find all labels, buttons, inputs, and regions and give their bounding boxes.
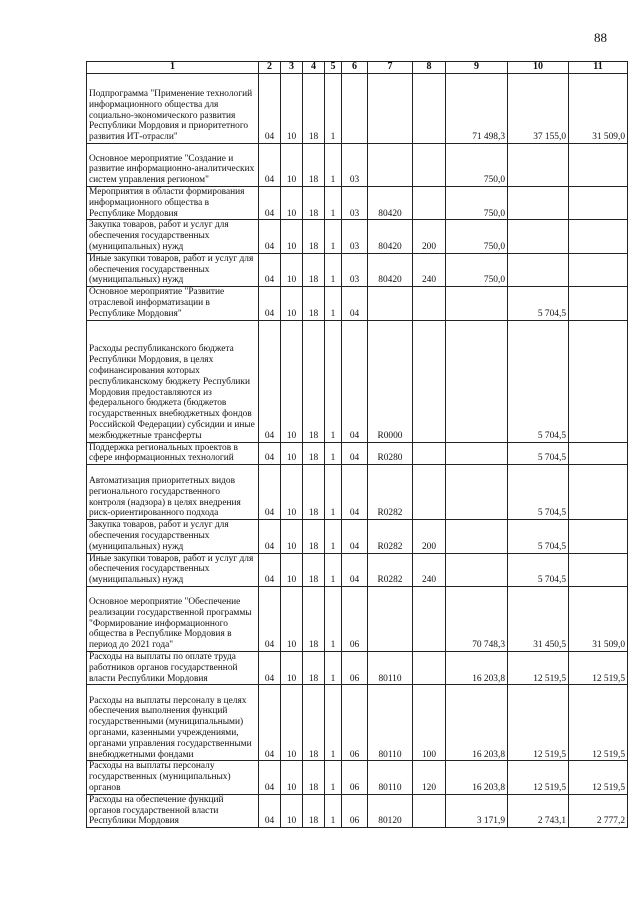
cell-col-3: 10	[281, 74, 303, 144]
row-name: Расходы на обеспечение функций органов государственной власти Республики Мордовия	[89, 794, 224, 827]
table-row	[87, 287, 628, 320]
cell-col-2: 04	[259, 144, 281, 187]
row-name-cell	[87, 651, 259, 684]
cell-col-10	[508, 187, 569, 220]
cell-col-11	[569, 520, 628, 553]
row-name-cell	[87, 74, 259, 144]
cell-col-7: 80420	[368, 220, 413, 253]
row-name-cell	[87, 761, 259, 794]
cell-col-9	[446, 442, 508, 465]
cell-col-11	[569, 187, 628, 220]
table-row	[87, 586, 628, 651]
cell-col-8: 200	[413, 220, 446, 253]
cell-col-6: 04	[342, 287, 368, 320]
cell-col-2: 04	[259, 287, 281, 320]
row-name-cell	[87, 320, 259, 442]
cell-col-3: 10	[281, 465, 303, 520]
cell-col-3: 10	[281, 685, 303, 761]
row-name: Расходы на выплаты персоналу государственных (муниципальных) органов	[89, 761, 231, 793]
row-name-cell	[87, 220, 259, 253]
cell-col-8: 200	[413, 520, 446, 553]
cell-col-5: 1	[325, 144, 342, 187]
cell-col-8: 100	[413, 685, 446, 761]
table-row	[87, 442, 628, 465]
table-row	[87, 520, 628, 553]
cell-col-6: 03	[342, 187, 368, 220]
table-row	[87, 220, 628, 253]
cell-col-5: 1	[325, 553, 342, 586]
cell-col-3: 10	[281, 553, 303, 586]
row-name: Поддержка региональных проектов в сфере информационных технологий	[89, 442, 238, 464]
cell-col-10: 5 704,5	[508, 442, 569, 465]
row-name: Основное мероприятие "Обеспечение реализации государственной программы "Формирование информационного общества в Республике Мордовия в период до 2021 года"	[89, 596, 252, 651]
table-row	[87, 761, 628, 794]
cell-col-3: 10	[281, 144, 303, 187]
row-name: Иные закупки товаров, работ и услуг для обеспечения государственных (муниципальных) нужд	[89, 253, 254, 286]
cell-col-7: 80110	[368, 651, 413, 684]
row-name-cell	[87, 520, 259, 553]
cell-col-10	[508, 144, 569, 187]
table-row	[87, 320, 628, 442]
cell-col-6: 03	[342, 220, 368, 253]
cell-col-7: R0000	[368, 320, 413, 442]
cell-col-2: 04	[259, 651, 281, 684]
cell-col-7: R0282	[368, 520, 413, 553]
table-row	[87, 685, 628, 761]
cell-col-4: 18	[303, 553, 325, 586]
cell-col-9: 16 203,8	[446, 685, 508, 761]
cell-col-2: 04	[259, 794, 281, 827]
cell-col-3: 10	[281, 287, 303, 320]
cell-col-5: 1	[325, 586, 342, 651]
cell-col-8	[413, 794, 446, 827]
cell-col-7	[368, 586, 413, 651]
cell-col-4: 18	[303, 794, 325, 827]
cell-col-3: 10	[281, 761, 303, 794]
cell-col-6: 04	[342, 520, 368, 553]
cell-col-3: 10	[281, 320, 303, 442]
row-name-cell	[87, 553, 259, 586]
cell-col-4: 18	[303, 761, 325, 794]
cell-col-4: 18	[303, 520, 325, 553]
cell-col-7	[368, 287, 413, 320]
cell-col-11	[569, 220, 628, 253]
cell-col-2: 04	[259, 520, 281, 553]
cell-col-4: 18	[303, 187, 325, 220]
cell-col-10	[508, 253, 569, 286]
cell-col-8	[413, 287, 446, 320]
cell-col-3: 10	[281, 220, 303, 253]
cell-col-10: 2 743,1	[508, 794, 569, 827]
cell-col-3: 10	[281, 253, 303, 286]
cell-col-11: 31 509,0	[569, 74, 628, 144]
cell-col-7: 80420	[368, 187, 413, 220]
col-header-9: 9	[446, 62, 508, 74]
cell-col-4: 18	[303, 320, 325, 442]
cell-col-6: 04	[342, 553, 368, 586]
cell-col-7: R0280	[368, 442, 413, 465]
cell-col-7: 80420	[368, 253, 413, 286]
cell-col-10	[508, 220, 569, 253]
row-name-cell	[87, 144, 259, 187]
cell-col-8	[413, 187, 446, 220]
cell-col-10: 5 704,5	[508, 465, 569, 520]
cell-col-2: 04	[259, 74, 281, 144]
cell-col-6: 03	[342, 253, 368, 286]
cell-col-4: 18	[303, 220, 325, 253]
row-name: Основное мероприятие "Развитие отраслевой информатизации в Республике Мордовия"	[89, 287, 225, 319]
cell-col-5: 1	[325, 794, 342, 827]
cell-col-7: R0282	[368, 553, 413, 586]
cell-col-6: 06	[342, 761, 368, 794]
table-row	[87, 74, 628, 144]
cell-col-10: 31 450,5	[508, 586, 569, 651]
row-name: Автоматизация приоритетных видов регионального государственного контроля (надзора) в целях внедрения риск-ориентированного подхода	[89, 475, 241, 519]
cell-col-9: 750,0	[446, 220, 508, 253]
cell-col-3: 10	[281, 520, 303, 553]
row-name-cell	[87, 794, 259, 827]
cell-col-4: 18	[303, 442, 325, 465]
row-name-cell	[87, 442, 259, 465]
cell-col-5: 1	[325, 761, 342, 794]
cell-col-7: R0282	[368, 465, 413, 520]
cell-col-6: 06	[342, 586, 368, 651]
cell-col-9: 70 748,3	[446, 586, 508, 651]
cell-col-2: 04	[259, 320, 281, 442]
cell-col-4: 18	[303, 287, 325, 320]
cell-col-9: 71 498,3	[446, 74, 508, 144]
col-header-8: 8	[413, 62, 446, 74]
cell-col-6	[342, 74, 368, 144]
cell-col-5: 1	[325, 220, 342, 253]
cell-col-5: 1	[325, 685, 342, 761]
col-header-11: 11	[569, 62, 628, 74]
cell-col-2: 04	[259, 761, 281, 794]
cell-col-6: 03	[342, 144, 368, 187]
cell-col-10: 12 519,5	[508, 761, 569, 794]
cell-col-8	[413, 144, 446, 187]
cell-col-11	[569, 465, 628, 520]
cell-col-3: 10	[281, 651, 303, 684]
cell-col-11	[569, 253, 628, 286]
cell-col-8	[413, 465, 446, 520]
cell-col-3: 10	[281, 442, 303, 465]
cell-col-9: 16 203,8	[446, 651, 508, 684]
cell-col-9	[446, 287, 508, 320]
cell-col-10: 5 704,5	[508, 553, 569, 586]
cell-col-4: 18	[303, 144, 325, 187]
col-header-4: 4	[303, 62, 325, 74]
table-row	[87, 553, 628, 586]
cell-col-11	[569, 553, 628, 586]
cell-col-2: 04	[259, 220, 281, 253]
cell-col-11: 12 519,5	[569, 761, 628, 794]
cell-col-5: 1	[325, 651, 342, 684]
cell-col-9: 750,0	[446, 144, 508, 187]
cell-col-4: 18	[303, 586, 325, 651]
page-number: 88	[594, 30, 607, 45]
col-header-2: 2	[259, 62, 281, 74]
cell-col-5: 1	[325, 520, 342, 553]
row-name: Основное мероприятие "Создание и развитие информационно-аналитических систем управления регионом"	[89, 153, 255, 186]
cell-col-5: 1	[325, 442, 342, 465]
row-name: Закупка товаров, работ и услуг для обеспечения государственных (муниципальных) нужд	[89, 220, 229, 252]
row-name-cell	[87, 287, 259, 320]
cell-col-11: 2 777,2	[569, 794, 628, 827]
cell-col-2: 04	[259, 253, 281, 286]
cell-col-11	[569, 144, 628, 187]
cell-col-10: 37 155,0	[508, 74, 569, 144]
cell-col-3: 10	[281, 187, 303, 220]
row-name: Подпрограмма "Применение технологий информационного общества для социально-экономического развития Республики Мордовия и приоритетного развития ИТ-отрасли"	[89, 89, 253, 143]
row-name: Закупка товаров, работ и услуг для обеспечения государственных (муниципальных) нужд	[89, 520, 229, 552]
cell-col-2: 04	[259, 586, 281, 651]
cell-col-6: 04	[342, 320, 368, 442]
cell-col-5: 1	[325, 187, 342, 220]
col-header-3: 3	[281, 62, 303, 74]
cell-col-7	[368, 144, 413, 187]
cell-col-10: 12 519,5	[508, 685, 569, 761]
row-name-cell	[87, 586, 259, 651]
cell-col-11: 12 519,5	[569, 685, 628, 761]
table-row	[87, 187, 628, 220]
cell-col-11	[569, 442, 628, 465]
cell-col-5: 1	[325, 465, 342, 520]
cell-col-9	[446, 520, 508, 553]
cell-col-8	[413, 320, 446, 442]
cell-col-5: 1	[325, 253, 342, 286]
cell-col-2: 04	[259, 187, 281, 220]
cell-col-9: 750,0	[446, 253, 508, 286]
row-name: Расходы республиканского бюджета Республики Мордовия, в целях софинансирования которых республиканскому бюджету Республики Мордовия предоставляются из федерального бюджета (бюджетов государственных внебюджетных фондов Российской Федерации) субсидии и иные межбюджетные трансферты	[89, 344, 255, 441]
cell-col-2: 04	[259, 685, 281, 761]
cell-col-6: 04	[342, 465, 368, 520]
table-row	[87, 651, 628, 684]
cell-col-10: 5 704,5	[508, 520, 569, 553]
cell-col-4: 18	[303, 74, 325, 144]
table-row	[87, 465, 628, 520]
cell-col-10: 5 704,5	[508, 320, 569, 442]
cell-col-6: 06	[342, 651, 368, 684]
cell-col-9: 16 203,8	[446, 761, 508, 794]
col-header-1: 1	[87, 62, 259, 74]
row-name-cell	[87, 465, 259, 520]
cell-col-10: 12 519,5	[508, 651, 569, 684]
cell-col-9	[446, 465, 508, 520]
row-name-cell	[87, 685, 259, 761]
cell-col-7: 80110	[368, 761, 413, 794]
cell-col-8	[413, 586, 446, 651]
col-header-5: 5	[325, 62, 342, 74]
row-name: Расходы на выплаты по оплате труда работников органов государственной власти Республики Мордовия	[89, 651, 238, 684]
row-name: Расходы на выплаты персоналу в целях обеспечения выполнения функций государственными (муниципальными) органами, казенными учреждениями, органами управления государственными внебюджетными фондами	[89, 695, 252, 760]
cell-col-10: 5 704,5	[508, 287, 569, 320]
cell-col-9: 750,0	[446, 187, 508, 220]
cell-col-4: 18	[303, 685, 325, 761]
cell-col-8	[413, 74, 446, 144]
budget-table	[86, 61, 628, 828]
cell-col-11: 12 519,5	[569, 651, 628, 684]
cell-col-7: 80120	[368, 794, 413, 827]
cell-col-7: 80110	[368, 685, 413, 761]
cell-col-3: 10	[281, 794, 303, 827]
cell-col-9: 3 171,9	[446, 794, 508, 827]
cell-col-2: 04	[259, 442, 281, 465]
cell-col-4: 18	[303, 253, 325, 286]
cell-col-8: 120	[413, 761, 446, 794]
cell-col-8	[413, 442, 446, 465]
cell-col-6: 04	[342, 442, 368, 465]
cell-col-11	[569, 287, 628, 320]
cell-col-3: 10	[281, 586, 303, 651]
row-name: Мероприятия в области формирования информационного общества в Республике Мордовия	[89, 187, 245, 219]
cell-col-8: 240	[413, 553, 446, 586]
row-name-cell	[87, 187, 259, 220]
table-row	[87, 794, 628, 827]
cell-col-2: 04	[259, 553, 281, 586]
row-name: Иные закупки товаров, работ и услуг для обеспечения государственных (муниципальных) нужд	[89, 553, 254, 586]
cell-col-5: 1	[325, 287, 342, 320]
table-row	[87, 144, 628, 187]
col-header-10: 10	[508, 62, 569, 74]
cell-col-9	[446, 320, 508, 442]
cell-col-7	[368, 74, 413, 144]
row-name-cell	[87, 253, 259, 286]
cell-col-4: 18	[303, 651, 325, 684]
table-row	[87, 253, 628, 286]
cell-col-6: 06	[342, 794, 368, 827]
cell-col-6: 06	[342, 685, 368, 761]
cell-col-8: 240	[413, 253, 446, 286]
cell-col-11	[569, 320, 628, 442]
cell-col-4: 18	[303, 465, 325, 520]
cell-col-5: 1	[325, 74, 342, 144]
cell-col-11: 31 509,0	[569, 586, 628, 651]
col-header-7: 7	[368, 62, 413, 74]
cell-col-2: 04	[259, 465, 281, 520]
cell-col-9	[446, 553, 508, 586]
cell-col-5: 1	[325, 320, 342, 442]
header-row	[87, 62, 628, 74]
cell-col-8	[413, 651, 446, 684]
col-header-6: 6	[342, 62, 368, 74]
